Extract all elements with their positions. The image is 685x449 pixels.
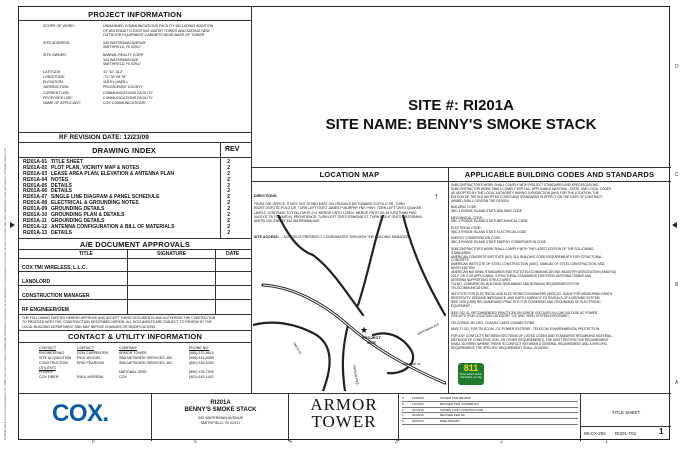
contact-cell: ARMOR TOWER xyxy=(119,351,147,356)
project-field-value-line: BANNAL REALTY CORP. xyxy=(103,52,144,57)
contacts-header-row xyxy=(39,346,249,350)
project-site-label-line1: PROJECT xyxy=(362,335,381,340)
codes-paragraph xyxy=(451,328,669,332)
approval-title: CONSTRUCTION MANAGER xyxy=(22,293,90,299)
codes-line: ELECTRICAL CODE: xyxy=(451,225,482,230)
drawing-index-rev: 2 xyxy=(227,229,230,236)
revision-date: 02/05/10 xyxy=(412,413,424,418)
drawing-number: RI201-T01 xyxy=(615,431,637,436)
codes-paragraph xyxy=(451,217,669,225)
title-block-site-id: RI201A xyxy=(210,400,231,406)
codes-line: SHALL GOVERN. WHERE THERE IS CONFLICT BETWEEN A GENERAL REQUIREMENT AND A SPECIFIC xyxy=(451,341,607,346)
armor-logo-line2: TOWER xyxy=(311,412,377,431)
approvals-header: A/E DOCUMENT APPROVALS xyxy=(79,240,191,249)
codes-line: REQUIREMENT, THE SPECIFIC REQUIREMENT SHALL GOVERN. xyxy=(451,345,549,350)
drawing-index-number: RI201A-12 xyxy=(23,223,48,230)
drawing-index-title: SINGLE LINE DIAGRAM & PANEL SCHEDULE xyxy=(51,194,160,201)
codes-line: CONCRETE xyxy=(451,258,469,263)
codes-line: SBC-5 RHODE ISLAND STATE ELECTRICAL CODE xyxy=(451,229,527,234)
codes-line: TIA 607, COMMERCIAL BUILDING GROUNDING AND BONDING REQUIREMENTS FOR xyxy=(451,281,580,286)
codes-line: BUILDING CODE: xyxy=(451,205,478,210)
project-field-value xyxy=(103,80,128,85)
badge-line1: Know what's below. xyxy=(459,373,483,376)
contact-cell: (401) 615-1442 xyxy=(189,375,214,380)
codes-line: ANSI T1.311, FOR TELECOM - DC POWER SYSTEMS - TELECOM, ENVIRONMENTAL PROTECTION xyxy=(451,327,600,332)
codes-line: IEEE 1100 (1999) RECOMMENDED PRACTICE FOR POWERING AND GROUNDING OF ELECTRONIC xyxy=(451,300,601,305)
map-road-north xyxy=(358,215,383,305)
project-field xyxy=(43,70,248,75)
approval-row xyxy=(19,272,251,286)
drawing-index-rev: 2 xyxy=(227,159,230,165)
approvals-col-signature: SIGNATURE xyxy=(157,251,187,257)
codes-paragraph xyxy=(451,227,669,235)
drawing-index-number: RI201A-06 xyxy=(23,188,48,195)
site-number: SITE #: RI201A xyxy=(408,97,514,114)
codes-paragraph xyxy=(451,206,669,214)
badge-line2: Call before you dig. xyxy=(459,376,483,380)
drawing-index-number: RI201A-10 xyxy=(23,212,48,219)
directions-line: LN/RI-2. CONTINUE TO FOLLOW RI-2 N. MERGE ONTO I-295 N. MERGE ONTO US-44 E/PUTNAM PIKE xyxy=(254,210,417,215)
codes-line: AMERICAN INSTITUTE OF STEEL CONSTRUCTION (AISC), MANUAL OF STEEL CONSTRUCTION, ASD, xyxy=(451,262,606,267)
project-field-value-line: 118.9'± (AMSL) xyxy=(103,80,128,85)
project-field xyxy=(43,75,248,80)
approval-note-line: TO PROCEED WITH THE CONSTRUCTION DESCRIBED HEREIN. ALL DOCUMENTS ARE SUBJECT TO REVIEW BY THE xyxy=(22,320,212,325)
rf-revision-date: RF REVISION DATE: 12/23/09 xyxy=(59,134,149,141)
contact-cell: NATIONAL GRID xyxy=(119,370,147,375)
revision-desc: REVISED PER COMMENTS xyxy=(440,401,479,406)
north-arrow-icon: ↑ xyxy=(434,191,439,201)
badge-811: 811 xyxy=(463,363,479,373)
codes-paragraph xyxy=(451,322,669,326)
drawing-index-number: RI201A-05 xyxy=(23,182,48,189)
contact-cell: ENGINEERING xyxy=(39,351,65,356)
contact-cell: (800) 375-7405 xyxy=(189,370,214,375)
drawing-index-number: RI201A-09 xyxy=(23,206,48,213)
contact-cell: (860) 918-6330 xyxy=(189,360,214,365)
contact-cell: CONSTRUCTION xyxy=(39,360,68,365)
contact-cell: SITE ACQUISITION xyxy=(39,356,72,361)
contacts-col-header: CONTACT xyxy=(77,346,95,350)
drawing-index-rev-header: REV xyxy=(225,146,240,153)
svg-text:ESMOND ST: ESMOND ST xyxy=(403,362,421,366)
drawing-index-row xyxy=(23,231,249,237)
drawing-index-number: RI201A-11 xyxy=(23,217,47,224)
project-field-label: SCOPE OF WORK: xyxy=(43,24,75,28)
site-name: SITE NAME: BENNY'S SMOKE STACK xyxy=(325,116,597,133)
project-site-star-icon: ★ xyxy=(360,325,369,335)
grid-mark-5: 5 xyxy=(194,439,197,445)
approvals-col-title: TITLE xyxy=(79,251,93,257)
revision-no: 2 xyxy=(402,407,404,412)
revision-no: 3 xyxy=(402,401,404,406)
contact-cell: UTILITIES xyxy=(39,365,56,370)
project-field-value-line: COMMUNICATIONS FACILITY xyxy=(103,90,153,95)
approval-title: COX TMI WIRELESS, L.L.C. xyxy=(22,265,87,271)
codes-line: SUBCONTRACTOR'S WORK SHALL COMPLY WITH THE LATEST EDITION OF THE FOLLOWING xyxy=(451,246,594,251)
project-field-value-line: -71° 30' 08.78" xyxy=(103,74,127,79)
codes-line: SUBCONTRACTOR WORK SHALL COMPLY WITH ALL APPLICABLE NATIONAL, STATE, AND LOCAL CODES xyxy=(451,186,612,191)
location-map-svg xyxy=(253,215,446,391)
drawing-index-rev: 2 xyxy=(227,164,230,171)
codes-line: FOR ANY CONFLICTS BETWEEN SECTIONS OF LISTED CODES AND STANDARDS REGARDING MATERIAL, xyxy=(451,333,613,338)
drawing-index-number: RI201A-07 xyxy=(23,194,48,201)
codes-paragraph xyxy=(451,184,669,204)
codes-line: EQUIPMENT xyxy=(451,304,470,309)
project-field-value-line: OUTDOOR EQUIPMENT CABINETS NEAR BASE OF TOWER xyxy=(103,33,205,38)
title-block-site-name: BENNY'S SMOKE STACK xyxy=(184,407,257,413)
project-field-value-line: 340 WATERMAN AVENUE xyxy=(103,40,146,45)
codes-line: RESISTIVITY, GROUND IMPEDANCE, AND EARTH SURFACE POTENTIALS OF A GROUND SYSTEM xyxy=(451,296,600,301)
approval-row xyxy=(19,300,251,314)
drawing-index-title: DETAILS xyxy=(51,229,73,236)
project-field-value xyxy=(103,53,144,67)
sheet-number: 1 xyxy=(659,427,664,436)
contacts-table xyxy=(39,346,249,380)
map-road-east xyxy=(403,215,445,315)
map-road-west xyxy=(253,323,330,391)
project-field xyxy=(43,91,248,96)
codes-line: EDITION OF THE AHJ ADOPTED CODES AND STANDARDS IN EFFECT ON THE DATE OF CONTRACT xyxy=(451,194,603,199)
codes-line: CIRCUITS (FOR LOCATION CATEGORY "C3" AND "HIGH SYSTEM EXPOSURE") xyxy=(451,314,570,319)
codes-line: AMERICAN CONCRETE INSTITUTE (ACI) 318, BUILDING CODE REQUIREMENTS FOR STRUCTURAL xyxy=(451,254,602,259)
project-field xyxy=(43,24,248,38)
drawing-sheet xyxy=(18,6,670,440)
codes-paragraph xyxy=(451,237,669,245)
directions-line: RIGHT ONTO SCPOLO DR. TURN LEFT ONTO JAMES P MURPHY HW / HWY. TURN LEFT ONTO QUAKER xyxy=(254,206,422,211)
drawing-index-title: PLOT PLAN, VICINITY MAP & NOTES xyxy=(51,164,140,171)
revision-no: 0 xyxy=(402,419,404,424)
revision-desc: ISSUED FOR CONSTRUCTION xyxy=(440,407,484,412)
approval-row xyxy=(19,286,251,300)
drawing-index-title: ANTENNA CONFIGURATION & BILL OF MATERIALS xyxy=(51,223,175,230)
codes-paragraph xyxy=(451,335,669,351)
project-field-value xyxy=(103,101,145,106)
drawing-index-number: RI201A-02 xyxy=(23,164,48,171)
codes-line: ANTENNA SUPPORTING STRUCTURES xyxy=(451,278,511,282)
codes-line: STANDARDS: xyxy=(451,250,472,255)
drawing-index-title: LEASE AREA PLAN, ELEVATION & ANTENNA PLAN xyxy=(51,170,174,177)
codes-paragraph xyxy=(451,312,669,320)
revision-date: 11/16/09 xyxy=(412,396,424,400)
armor-logo-line1: ARMOR xyxy=(310,395,378,414)
project-site-label-line2: SITE xyxy=(367,340,376,345)
approvals-col-date: DATE xyxy=(226,251,240,257)
drawing-index-rev: 2 xyxy=(227,217,230,224)
revision-date: 01/13/10 xyxy=(412,407,424,412)
contact-cell: (508) 614-6389 xyxy=(189,356,214,361)
revision-table xyxy=(402,396,578,425)
project-field xyxy=(43,80,248,85)
grid-mark-4: 4 xyxy=(289,439,292,445)
grid-mark-a: A xyxy=(675,380,679,386)
project-field-value xyxy=(103,91,153,96)
drawing-index-rev: 2 xyxy=(227,206,230,213)
contact-cell: (585) 370-8615 xyxy=(189,351,214,356)
contact-cell: COX FIBER: xyxy=(39,375,60,380)
project-field xyxy=(43,85,248,90)
contact-row xyxy=(39,375,249,380)
codes-line: ENERGY CONSERVATION CODE: xyxy=(451,236,502,241)
drawing-index-rev: 2 xyxy=(227,176,230,183)
directions-line: FROM THE OFFICE, START OUT GOING EAST ON CRUDALE DR TOWARD SCPOLO DR. TURN xyxy=(254,202,405,206)
project-field-value-line: SMITHFIELD, RI 02917 xyxy=(103,45,141,50)
codes-line: AWARD SHALL GOVERN THE DESIGN. xyxy=(451,198,510,203)
revision-desc: ISSUED FOR REVIEW xyxy=(440,396,472,400)
drawing-index-title: TITLE SHEET xyxy=(51,159,83,165)
project-field-label: CURRENT USE: xyxy=(43,90,70,95)
revision-desc: REVISED PER RF xyxy=(440,413,466,418)
project-field-value xyxy=(103,85,143,90)
drawing-index-title: GROUNDING PLAN & DETAILS xyxy=(51,212,125,219)
drawing-index-rev: 2 xyxy=(227,170,230,177)
project-info-header: PROJECT INFORMATION xyxy=(88,10,182,19)
project-field-value xyxy=(103,24,213,38)
grid-mark-1: 1 xyxy=(605,439,608,445)
approvals-table xyxy=(19,258,251,314)
drawing-index-number: RI201A-01 xyxy=(23,159,48,165)
sheet-title: TITLE SHEET xyxy=(611,410,641,415)
drawing-index-title: ELECTRICAL & GROUNDING NOTES xyxy=(51,200,139,207)
codes-line: SBC-1 RHODE ISLAND STATE BUILDING CODE xyxy=(451,209,522,214)
codes-line: SBC-3 RHODE ISLAND STATE MECHANICAL CODE xyxy=(451,219,528,224)
side-arrow-left xyxy=(10,222,15,228)
codes-line: INSTITUTE FOR ELECTRICAL AND ELECTRONICS ENGINEERS (IEEE) 81, GUIDE FOR MEASURING EARTH xyxy=(451,292,613,297)
svg-text:WATERMAN AVE: WATERMAN AVE xyxy=(416,322,440,336)
project-field-value xyxy=(103,75,127,80)
drawing-index-number: RI201A-08 xyxy=(23,200,48,207)
drawing-index-rev: 2 xyxy=(227,182,230,189)
project-site-label xyxy=(362,335,381,345)
drawing-index-table xyxy=(23,160,249,237)
confidential-side-note: Confidential ● Cox Communications Inc. 2009. This item contains confidential information and shall not be disclosed or reproduced in any form by any one other than duly authorized Cox's permission. All Rights Reserved. xyxy=(3,147,7,440)
approvals-note xyxy=(22,316,215,329)
project-field-value-line: 340 WATERMAN AVE xyxy=(103,57,139,62)
cox-logo: COX. xyxy=(52,400,109,427)
drawing-index-title: DETAILS xyxy=(51,182,73,189)
project-field-label: SITE OWNER: xyxy=(43,52,67,57)
codes-line: MECHANICAL CODE: xyxy=(451,215,483,220)
grid-mark-6: 6 xyxy=(92,439,95,445)
project-field-label: PROPOSED USE: xyxy=(43,95,73,100)
project-info-fields xyxy=(43,24,248,106)
title-block-address-2: SMITHFIELD, RI 02917 xyxy=(200,421,241,425)
drawing-index-title: DETAILS xyxy=(51,188,73,195)
directions-line: AVE/RI-104. END AT 340 WATERMAN AVE. xyxy=(254,219,321,224)
contact-cell: SBA NETWORK SERVICES, INC. xyxy=(119,360,174,365)
approval-row xyxy=(19,258,251,272)
approval-title: LANDLORD xyxy=(22,279,51,285)
project-field-value-line: UNMANNED COMMUNICATIONS FACILITY INCLUDING ADDITION xyxy=(103,24,214,28)
codes-header: APPLICABLE BUILDING CODES AND STANDARDS xyxy=(464,170,655,179)
approval-note-line: LOCAL BUILDING DEPARTMENT AND MAY IMPOSE CHANGES OR MODIFICATIONS. xyxy=(22,324,157,329)
grid-mark-b: B xyxy=(675,282,679,288)
contact-cell: COX xyxy=(119,375,127,380)
title-block-address-1: 340 WATERMAN AVENUE xyxy=(197,416,244,420)
site-access-label: SITE ACCESS: xyxy=(254,235,280,240)
project-field-label: NAME OF APPLICANT: xyxy=(43,100,81,105)
project-field-label: SITE ADDRESS: xyxy=(43,40,71,45)
revision-no: 4 xyxy=(402,396,404,400)
approval-title: RF ENGINEER/OEM xyxy=(22,307,69,313)
codes-line: AS ADOPTED BY THE LOCAL AUTHORITY HAVING JURISDICTION (AHJ) FOR THE LOCATION. THE xyxy=(451,190,599,195)
map-road-south xyxy=(343,325,348,391)
revision-desc: PRELIMINARY xyxy=(440,419,461,424)
project-field-value-line: SMITHFIELD, RI 02917 xyxy=(103,62,141,67)
project-field-value-line: OF ANTENNA TO EXISTING WATER TOWER AND ADDING NEW xyxy=(103,28,210,33)
project-field-value-line: COX COMMUNICATIONS xyxy=(103,100,146,105)
map-road-northwest xyxy=(278,215,313,255)
svg-text:FARNUM PIKE: FARNUM PIKE xyxy=(352,364,360,386)
project-field-value xyxy=(103,41,146,50)
codes-paragraph xyxy=(451,293,669,309)
contact-cell: SBA NETWORK SERVICES, INC. xyxy=(119,356,174,361)
drawing-index-rev: 2 xyxy=(227,223,230,230)
location-map-header: LOCATION MAP xyxy=(319,170,380,179)
drawing-index-header: DRAWING INDEX xyxy=(92,146,156,155)
contact-cell: POWER: xyxy=(39,370,54,375)
contacts-col-header: CONTACT xyxy=(39,346,57,350)
drawing-index-number: RI201A-13 xyxy=(23,229,48,236)
project-field-label: LONGITUDE: xyxy=(43,74,65,79)
project-field-value xyxy=(103,70,123,75)
contact-cell: ERIK PEARSON xyxy=(77,360,104,365)
grid-mark-2: 2 xyxy=(500,439,503,445)
drawing-index-number: RI201A-04 xyxy=(23,176,48,183)
contact-cell: RICK WOODS xyxy=(77,356,101,361)
project-field-label: LATITUDE: xyxy=(43,69,62,74)
job-number: 09-CX-202 xyxy=(584,431,606,436)
site-access-text: ACCESS IS PRESENTLY COORDINATED THROUGH THE BUILDING MANAGER xyxy=(283,235,409,240)
contact-cell: RAUL MORENA xyxy=(77,375,104,380)
project-field-value xyxy=(103,96,153,101)
contacts-col-header: COMPANY xyxy=(119,346,137,350)
codes-line: NINTH EDITION xyxy=(451,266,475,271)
codes-line: TELECOMMUNICATIONS xyxy=(451,285,489,290)
project-field-value-line: PROVIDENCE COUNTY xyxy=(103,85,143,90)
codes-line: SUBCONTRACTOR'S WORK SHALL COMPLY WITH PROJECT STANDARDS AND SPECIFICATIONS. xyxy=(451,183,600,187)
drawing-index-title: GROUNDING DETAILS xyxy=(51,206,105,213)
codes-line: METHODS OF CONSTRUCTION, OR OTHER REQUIREMENTS, THE MOST RESTRICTIVE REQUIREMENT xyxy=(451,337,609,342)
codes-paragraph xyxy=(451,248,669,291)
revision-date: 12/24/09 xyxy=(412,401,424,406)
directions-label: DIRECTIONS: xyxy=(254,194,278,198)
drawing-index-rev: 2 xyxy=(227,200,230,207)
directions-line: VIA EXIT 7B TOWARD N. PROVIDENCE. TURN LEFT ONTO ESMOND ST. TURN RIGHT ONTO WATERMAN xyxy=(254,214,422,219)
contact-cell: DON CARPENTER xyxy=(77,351,109,356)
project-field xyxy=(43,96,248,101)
contacts-header: CONTACT & UTILITY INFORMATION xyxy=(67,332,203,341)
drawing-index-rev: 2 xyxy=(227,212,230,219)
grid-mark-d: D xyxy=(675,64,679,70)
codes-line: 222-F OR G AS APPLICABLE, STRUCTURAL STANDARDS FOR STEEL ANTENNA TOWER AND xyxy=(451,274,592,279)
revision-row xyxy=(402,419,578,425)
revision-date: 03/09/10 xyxy=(412,419,424,424)
project-field-label: JURISDICTION: xyxy=(43,85,70,90)
project-field xyxy=(43,41,248,50)
approval-note-line: THE FOLLOWING PARTIES HEREBY APPROVE AND ACCEPT THESE DOCUMENTS AND AUTHORIZE THE CONTRACTOR xyxy=(22,316,216,320)
project-field xyxy=(43,101,248,106)
project-field-label: ELEVATION: xyxy=(43,80,64,85)
project-field-value-line: COMMUNICATIONS FACILITY xyxy=(103,95,153,100)
project-field-value-line: 41° 52' 18.4" xyxy=(103,69,124,74)
drawing-index-number: RI201A-03 xyxy=(23,170,48,177)
drawing-index-title: GROUNDING DETAILS xyxy=(51,217,105,224)
drawing-index-rev: 2 xyxy=(227,188,230,195)
codes-line: AMERICAN NATIONAL STANDARDS INSTITUTE/TELECOMMUNICATIONS INDUSTRY ASSOCIATION (ANSI/TIA) xyxy=(451,270,616,275)
project-field xyxy=(43,53,248,67)
codes-line: SBC-8 RHODE ISLAND STATE ENERGY CONSERVATION CODE xyxy=(451,240,547,245)
svg-text:SMITH ST: SMITH ST xyxy=(292,341,303,356)
revision-no: 1 xyxy=(402,413,404,418)
side-arrow-right xyxy=(672,222,677,228)
codes-text xyxy=(451,184,669,353)
drawing-index-rev: 2 xyxy=(227,194,230,201)
call-811-badge xyxy=(458,363,484,385)
grid-mark-3: 3 xyxy=(395,439,398,445)
armor-tower-logo xyxy=(289,396,399,430)
grid-mark-c: C xyxy=(675,172,679,178)
codes-line: TELCORDIA GR-1503, COAXIAL CABLE CONNECTIONS xyxy=(451,320,535,325)
contacts-col-header: PHONE NO. xyxy=(189,346,210,350)
codes-line: IEEE C62.41, RECOMMENDED PRACTICES ON SURGE VOLTAGES IN LOW VOLTAGE AC POWER xyxy=(451,310,598,315)
drawing-index-title: NOTES xyxy=(51,176,69,183)
